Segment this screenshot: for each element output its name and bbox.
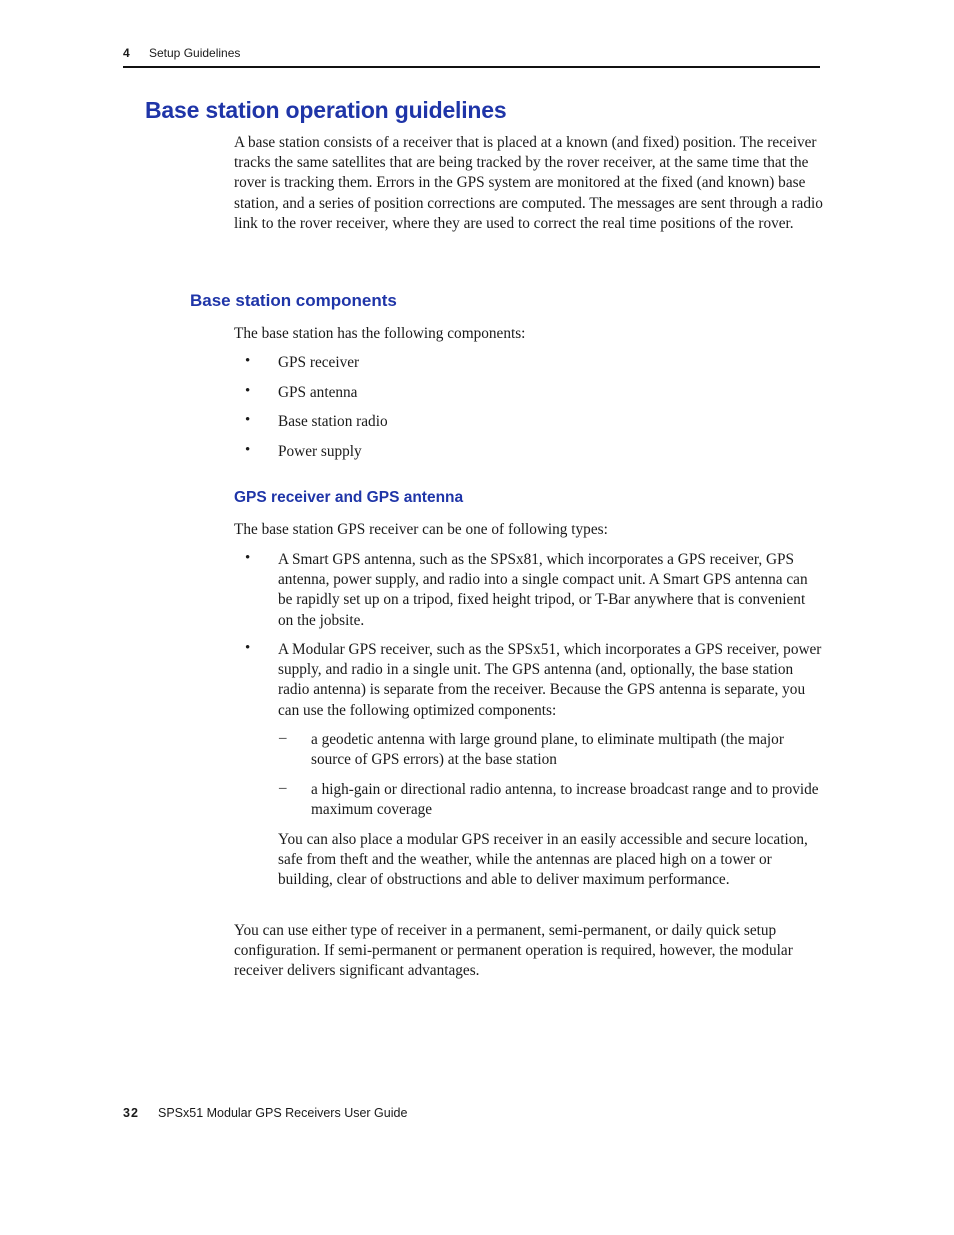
component-item: GPS antenna: [278, 384, 358, 401]
bullet-icon: •: [245, 412, 251, 428]
components-heading: Base station components: [190, 291, 397, 310]
bullet-icon: •: [245, 353, 251, 369]
page-number: 32: [123, 1106, 139, 1120]
section-title: Base station operation guidelines: [145, 97, 507, 123]
bullet-icon: •: [245, 640, 251, 656]
chapter-number: 4: [123, 46, 130, 60]
dash-icon: –: [279, 780, 287, 796]
component-item: Base station radio: [278, 413, 388, 430]
closing-paragraph: You can use either type of receiver in a permanent, semi-permanent, or daily quick setup configuration. If semi-permanent or permanent operation is required, however, the modular receiver delivers significant advantages.: [234, 922, 793, 980]
component-item: GPS receiver: [278, 354, 360, 371]
component-item: Power supply: [278, 443, 362, 460]
modular-placement-note: You can also place a modular GPS receiver in an easily accessible and secure location, safe from theft and the weather, while the antennas are placed high on a tower or building, clear of obstructions and able to deliver maximum performance.: [278, 831, 808, 889]
receiver-types-intro: The base station GPS receiver can be one of following types:: [234, 521, 608, 538]
header-rule: [123, 66, 820, 68]
chapter-title: Setup Guidelines: [149, 46, 241, 60]
bullet-icon: •: [245, 442, 251, 458]
receiver-antenna-heading: GPS receiver and GPS antenna: [234, 489, 464, 506]
components-intro: The base station has the following components:: [234, 325, 526, 342]
modular-receiver-item: A Modular GPS receiver, such as the SPSx51, which incorporates a GPS receiver, power supply, and radio in a single unit. The GPS antenna (and, optionally, the base station radio antenna) is separate from the receiver. Because the GPS antenna is separate, you can use the following optimized components:: [278, 641, 822, 719]
dash-icon: –: [279, 730, 287, 746]
radio-antenna-subitem: a high-gain or directional radio antenna, to increase broadcast range and to provide maximum coverage: [311, 781, 819, 819]
smart-antenna-item: A Smart GPS antenna, such as the SPSx81, which incorporates a GPS receiver, GPS antenna, power supply, and radio into a single compact unit. A Smart GPS antenna can be rapidly set up on a tripod, fixed height tripod, or T-Bar anywhere that is convenient on the jobsite.: [278, 551, 808, 629]
bullet-icon: •: [245, 383, 251, 399]
document-title: SPSx51 Modular GPS Receivers User Guide: [158, 1106, 408, 1120]
section-intro: A base station consists of a receiver that is placed at a known (and fixed) position. The receiver tracks the same satellites that are being tracked by the rover receiver, at the same time that the rover is tracking them. Errors in the GPS system are monitored at the fixed (and known) base station, and a series of position corrections are computed. The messages are sent through a radio link to the rover receiver, where they are used to correct the real time positions of the rover.: [234, 134, 823, 232]
bullet-icon: •: [245, 550, 251, 566]
geodetic-antenna-subitem: a geodetic antenna with large ground plane, to eliminate multipath (the major source of GPS errors) at the base station: [311, 731, 784, 769]
